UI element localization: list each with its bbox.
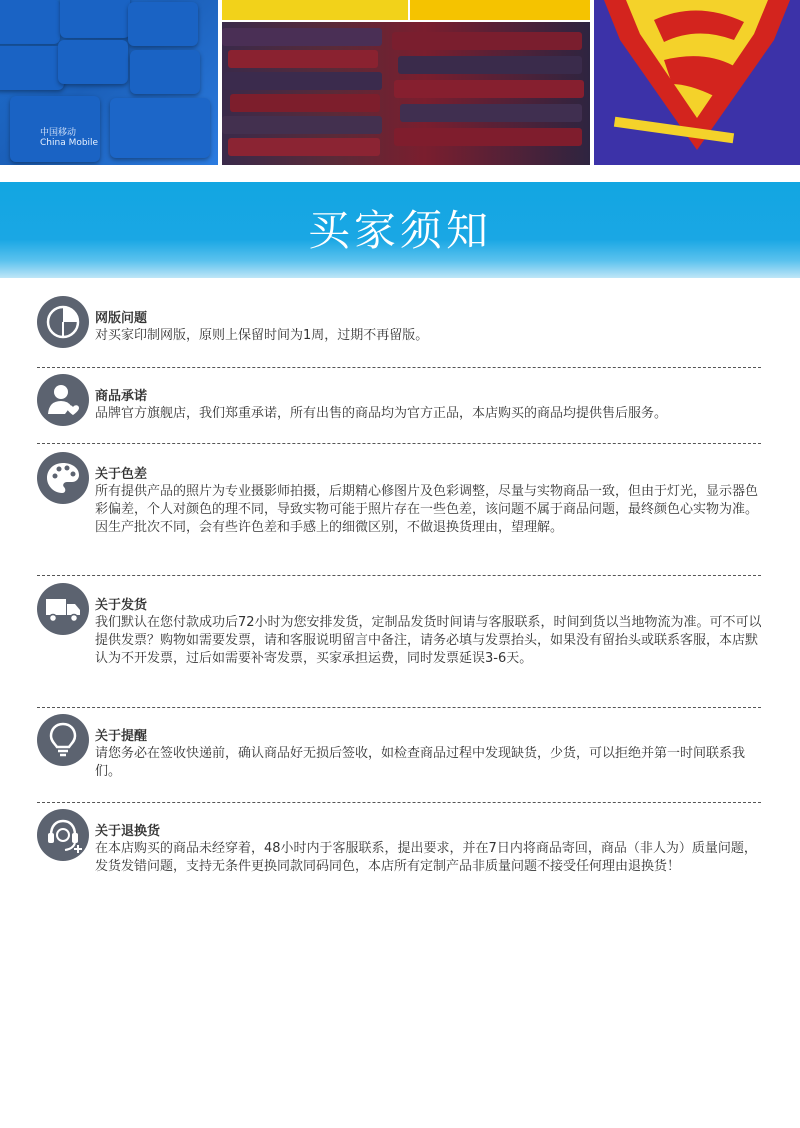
section-paragraph: 所有提供产品的照片为专业摄影师拍摄，后期精心修图片及色彩调整，尽量与实物商品一致，但由于灯光，显示器色彩偏差，个人对颜色的理不同，导致实物可能于照片存在一些色差，该问题不属于商品问题，最终颜色心实物为准。: [95, 484, 759, 517]
section-paragraph: 品牌官方旗舰店，我们郑重承诺，所有出售的商品均为官方正品，本店购买的商品均提供售后服务。: [95, 406, 668, 421]
section-body: [95, 405, 763, 423]
photo-blue-shirts: [0, 0, 218, 165]
section-title: 关于退换货: [95, 824, 161, 839]
section-paragraph: 请您务必在签收快递前，确认商品好无损后签收，如检查商品过程中发现缺货，少货，可以拒绝并第一时间联系我们。: [95, 746, 746, 779]
divider: [37, 367, 761, 368]
photo-yellow-strip: [222, 0, 408, 20]
china-mobile-logo: 中国移动 China Mobile: [40, 128, 99, 148]
section-body: [95, 745, 763, 781]
section-paragraph: 我们默认在您付款成功后72小时为您安排发货，定制品发货时间请与客服联系，时间到货以当地物流为准。可不可以提供发票？购物如需要发票，请和客服说明留言中备注，请务必填与发票抬头，如果没有留抬头或联系客服，本店默认为不开发票，过后如需要补寄发票，买家承担运费，同时发票延误3-6天。: [95, 615, 762, 666]
palette-icon: [37, 452, 89, 504]
divider: [37, 443, 761, 444]
section-body: [95, 327, 763, 345]
section-body: [95, 614, 763, 668]
section-title: 商品承诺: [95, 389, 148, 404]
section-title: 关于发货: [95, 598, 148, 613]
section-paragraph: 对买家印制网版，原则上保留时间为1周，过期不再留版。: [95, 328, 429, 343]
section-title: 关于色差: [95, 467, 148, 482]
truck-icon: [37, 583, 89, 635]
user-heart-icon: [37, 374, 89, 426]
customer-service-icon: [37, 809, 89, 861]
pie-chart-icon: [37, 296, 89, 348]
divider: [37, 707, 761, 708]
section-body: [95, 483, 763, 537]
divider: [37, 802, 761, 803]
section-paragraph: 因生产批次不同，会有些许色差和手感上的细微区别，不做退换货理由，望理解。: [95, 520, 564, 535]
lightbulb-icon: [37, 714, 89, 766]
section-title: 关于提醒: [95, 729, 148, 744]
photo-superman-shirt: [594, 0, 800, 165]
product-photo-strip: [0, 0, 800, 165]
section-body: [95, 840, 763, 876]
divider: [37, 575, 761, 576]
section-paragraph: 在本店购买的商品未经穿着，48小时内于客服联系，提出要求，并在7日内将商品寄回，商品（非人为）质量问题，发货发错问题，支持无条件更换同款同码同色，本店所有定制产品非质量问题不接受任何理由退换货！: [95, 841, 757, 874]
section-title: 网版问题: [95, 311, 148, 326]
banner-title: 买家须知: [307, 206, 492, 255]
photo-folded-shirts: [222, 22, 590, 165]
photo-yellow-shirt: [410, 0, 590, 20]
